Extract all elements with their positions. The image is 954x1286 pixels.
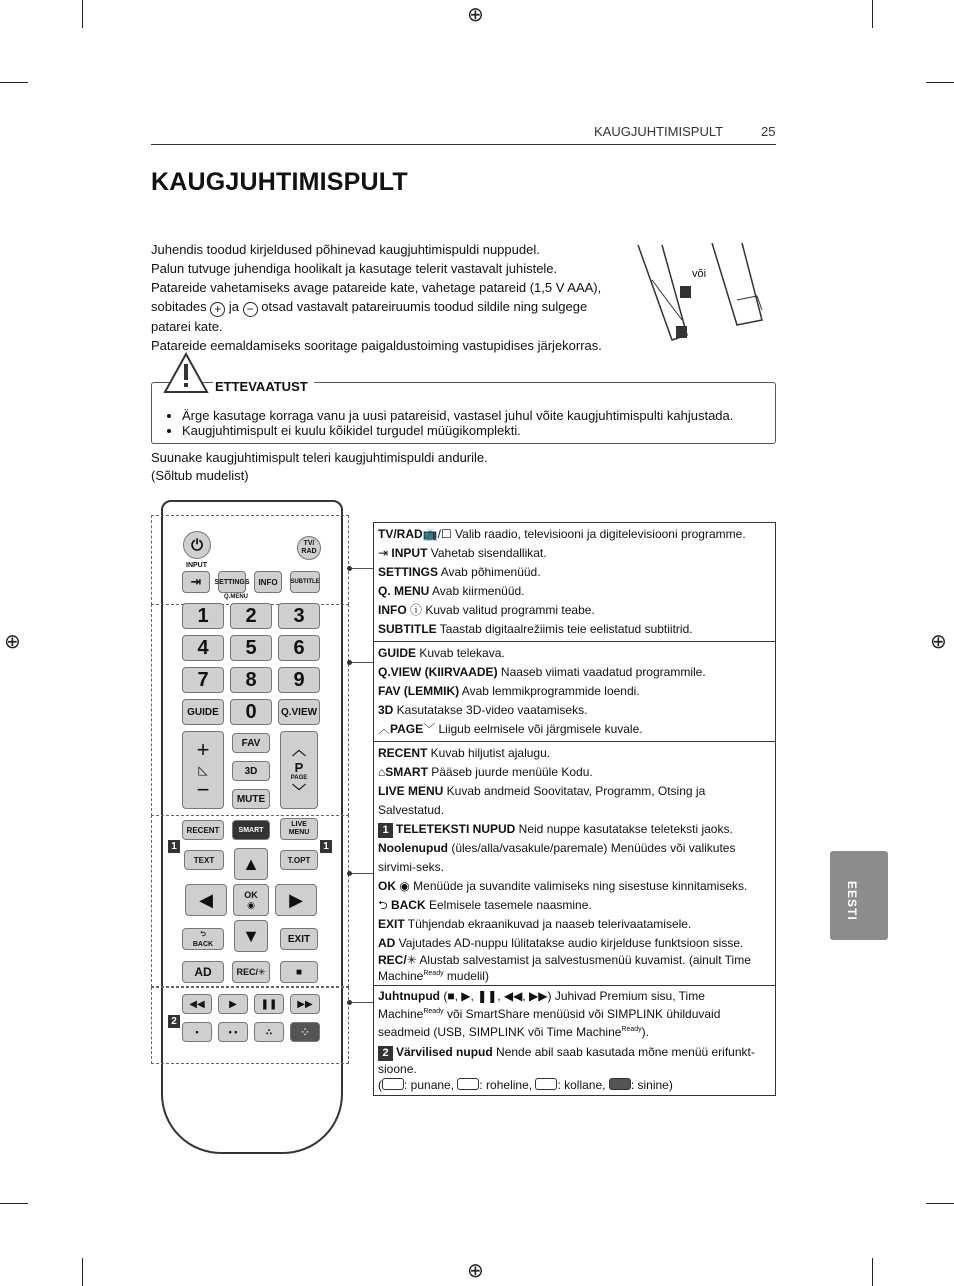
digit-4-button[interactable]: 4 bbox=[182, 635, 224, 661]
table-row bbox=[378, 601, 771, 620]
table-row bbox=[378, 839, 771, 877]
registration-mark-icon: ⊕ bbox=[4, 631, 21, 653]
fav-button[interactable]: FAV bbox=[232, 733, 270, 753]
timeshift-icon: ✳ bbox=[257, 966, 266, 977]
arrow-up-button[interactable]: ▲ bbox=[234, 848, 268, 880]
arrow-right-button[interactable]: ▶ bbox=[275, 884, 317, 916]
row-value: Kuvab valitud programmi teabe. bbox=[422, 603, 595, 617]
table-row bbox=[378, 644, 771, 663]
power-button[interactable]: ⏻ bbox=[183, 531, 211, 559]
row-key: 3D bbox=[378, 703, 394, 717]
leader-dot bbox=[347, 871, 352, 876]
table-row: Juhtnupud (■, ▶, ❚❚, ◀◀, ▶▶) Juhivad Premium sisu, Time Machine$^{Ready}$ või SmartShare menüüsid või SIMPLINK ühilduvaid seadmeid (USB, SIMPLINK või Time Machine$^{Ready}$). bbox=[378, 989, 721, 1039]
row-value: Valib raadio, televisiooni ja digitelevisiooni programme. bbox=[451, 527, 746, 541]
row-key: FAV (LEMMIK) bbox=[378, 684, 460, 698]
row-key: LIVE MENU bbox=[378, 784, 444, 798]
yellow-key-icon bbox=[535, 1078, 557, 1090]
row-value: Vahetab sisendallikat. bbox=[427, 546, 547, 560]
crop-mark bbox=[82, 1258, 83, 1286]
volume-level-icon: ◺ bbox=[198, 763, 208, 777]
table-row bbox=[378, 820, 771, 839]
info-icon: ⓘ bbox=[410, 603, 423, 617]
chevron-up-icon: ︿ bbox=[378, 722, 391, 736]
green-key-icon bbox=[457, 1078, 479, 1090]
volume-rocker[interactable] bbox=[182, 731, 224, 809]
intro-line: Juhendis toodud kirjeldused põhinevad kaugjuhtimispuldi nuppudel. bbox=[151, 242, 540, 257]
rewind-button[interactable]: ◀◀ bbox=[182, 994, 212, 1014]
page-p-label: P bbox=[294, 759, 304, 775]
blue-button[interactable]: ⁘ bbox=[290, 1022, 320, 1042]
ok-button[interactable] bbox=[233, 884, 269, 916]
warning-item: • Kaugjuhtimispult ei kuulu kõikidel turgudel müügikomplekti. bbox=[182, 423, 733, 438]
row-value: Nende abil saab kasutada mõne menüü erifunkt-sioone. bbox=[378, 1045, 755, 1076]
leader-line bbox=[349, 662, 373, 663]
registration-mark-icon: ⊕ bbox=[467, 1260, 484, 1282]
playback-icons: ■, ▶, ❚❚, ◀◀, ▶▶ bbox=[447, 989, 548, 1003]
warning-list bbox=[152, 408, 733, 438]
intro-fragment: ja bbox=[228, 299, 240, 314]
table-row bbox=[378, 563, 771, 582]
digit-7-button[interactable]: 7 bbox=[182, 667, 224, 693]
warning-triangle-icon bbox=[163, 352, 209, 394]
qmenu-label: Q.MENU bbox=[224, 594, 248, 600]
back-icon: ⮌ bbox=[200, 931, 206, 938]
table-row bbox=[378, 896, 771, 915]
ok-icon: ◉ bbox=[399, 879, 410, 893]
input-label: INPUT bbox=[186, 562, 207, 569]
row-value: (üles/alla/vasakule/paremale) Menüüdes või valikutes sirvimi-seks. bbox=[378, 841, 736, 874]
home-icon: ⌂ bbox=[378, 765, 386, 779]
leader-dot bbox=[347, 660, 352, 665]
row-value: : kollane, bbox=[557, 1078, 606, 1092]
text-button[interactable]: TEXT bbox=[184, 850, 224, 870]
leader-line bbox=[349, 873, 373, 874]
color-buttons-badge: 2 bbox=[168, 1015, 180, 1028]
table-row bbox=[378, 877, 771, 896]
table-row bbox=[378, 953, 771, 983]
ready-superscript: Ready bbox=[423, 970, 444, 977]
chevron-down-icon: ﹀ bbox=[292, 782, 306, 799]
row-value: : punane, bbox=[404, 1078, 455, 1092]
row-key: RECENT bbox=[378, 746, 428, 760]
row-key: GUIDE bbox=[378, 646, 417, 660]
leader-dot bbox=[347, 566, 352, 571]
plus-icon: + bbox=[210, 302, 225, 317]
table-section-lower bbox=[374, 741, 775, 985]
row-value: Liigub eelmisele või järgmisele kuvale. bbox=[435, 722, 643, 736]
row-key: PAGE bbox=[390, 722, 424, 736]
running-header: KAUGJUHTIMISPULT bbox=[594, 124, 724, 139]
warning-item: • Ärge kasutage korraga vanu ja uusi patareisid, vastasel juhul võite kaugjuhtimispulti kahjustada. bbox=[182, 408, 733, 423]
table-row bbox=[378, 582, 771, 601]
digit-1-button[interactable]: 1 bbox=[182, 603, 224, 629]
row-key: Juhtnupud bbox=[378, 989, 440, 1003]
note-line: (Sõltub mudelist) bbox=[151, 468, 249, 483]
ready-superscript: Ready bbox=[423, 1008, 444, 1015]
row-key: REC/ bbox=[378, 953, 407, 967]
digit-9-button[interactable]: 9 bbox=[278, 667, 320, 693]
digit-3-button[interactable]: 3 bbox=[278, 603, 320, 629]
row-value: Kuvab telekava. bbox=[416, 646, 505, 660]
row-value: Pääseb juurde menüüle Kodu. bbox=[427, 765, 593, 779]
intro-line: patarei kate. bbox=[151, 319, 223, 334]
row-key: INFO bbox=[378, 603, 407, 617]
row-key: Q. MENU bbox=[378, 584, 430, 598]
table-row bbox=[378, 682, 771, 701]
leader-line bbox=[349, 1002, 373, 1003]
table-row bbox=[378, 915, 771, 934]
3d-button[interactable]: 3D bbox=[232, 761, 270, 781]
registration-mark-icon: ⊕ bbox=[467, 4, 484, 26]
row-key: Q.VIEW (KIIRVAADE) bbox=[378, 665, 498, 679]
row-key: OK bbox=[378, 879, 396, 893]
volume-down-icon: − bbox=[196, 777, 210, 802]
crop-mark bbox=[872, 1258, 873, 1286]
back-button[interactable] bbox=[182, 928, 224, 950]
number-badge: 2 bbox=[378, 1046, 393, 1061]
row-key: Noolenupud bbox=[378, 841, 448, 855]
table-row bbox=[378, 620, 771, 639]
info-button[interactable]: INFO bbox=[254, 571, 282, 593]
header-rule bbox=[151, 144, 776, 145]
intro-line: Patareide vahetamiseks avage patareide kate, vahetage patareid (1,5 V AAA), bbox=[151, 280, 602, 295]
row-key: SETTINGS bbox=[378, 565, 439, 579]
teletext-badge: 1 bbox=[320, 840, 332, 853]
crop-mark bbox=[926, 1203, 954, 1204]
intro-fragment: otsad vastavalt patareiruumis toodud sildile ning sulgege bbox=[261, 299, 588, 314]
crop-mark bbox=[872, 0, 873, 28]
remote-section-1 bbox=[151, 515, 349, 605]
row-value: Alustab salvestamist ja salvestusmenüü kuvamist. (ainult Time Machine bbox=[378, 953, 751, 983]
table-row bbox=[378, 720, 771, 739]
note-text bbox=[151, 449, 488, 485]
input-icon: ⇥ bbox=[378, 546, 389, 560]
chevron-up-icon: ︿ bbox=[292, 741, 306, 758]
digit-6-button[interactable]: 6 bbox=[278, 635, 320, 661]
table-section-middle bbox=[374, 641, 775, 741]
intro-fragment: sobitades bbox=[151, 299, 207, 314]
row-value: Avab põhimenüüd. bbox=[438, 565, 541, 579]
row-key: SUBTITLE bbox=[378, 622, 437, 636]
chevron-down-icon: ﹀ bbox=[423, 722, 436, 736]
teletext-badge: 1 bbox=[168, 840, 180, 853]
ready-superscript: Ready bbox=[621, 1026, 642, 1033]
arrow-left-button[interactable]: ◀ bbox=[185, 884, 227, 916]
red-key-icon bbox=[382, 1078, 404, 1090]
row-value: Avab lemmikprogrammide loendi. bbox=[459, 684, 640, 698]
registration-mark-icon: ⊕ bbox=[930, 631, 947, 653]
intro-line: Palun tutvuge juhendiga hoolikalt ja kasutage telerit vastavalt juhistele. bbox=[151, 261, 558, 276]
row-value: Kuvab hiljutist ajalugu. bbox=[427, 746, 551, 760]
row-key: TV/RAD bbox=[378, 527, 423, 541]
tv-rad-button[interactable]: TV/ RAD bbox=[297, 536, 321, 560]
table-row bbox=[378, 544, 771, 563]
row-value: Eelmisele tasemele naasmine. bbox=[425, 898, 592, 912]
qview-button[interactable]: Q.VIEW bbox=[278, 699, 320, 725]
back-icon: ⮌ bbox=[378, 898, 388, 912]
page-title: KAUGJUHTIMISPULT bbox=[151, 168, 408, 196]
row-value: Naaseb viimati vaadatud programmile. bbox=[497, 665, 706, 679]
tv-radio-icon: 📺/☐ bbox=[422, 527, 452, 541]
row-value: : roheline, bbox=[479, 1078, 533, 1092]
timeshift-icon: ✳ bbox=[406, 953, 417, 967]
row-value: Avab kiirmenüüd. bbox=[429, 584, 525, 598]
play-button[interactable]: ▶ bbox=[218, 994, 248, 1014]
language-tab bbox=[830, 851, 888, 940]
row-value: Tühjendab ekraanikuvad ja naaseb telerivaatamisele. bbox=[404, 917, 692, 931]
table-section-top bbox=[374, 523, 775, 641]
digit-2-button[interactable]: 2 bbox=[230, 603, 272, 629]
table-row bbox=[378, 763, 771, 782]
row-key: AD bbox=[378, 936, 396, 950]
table-row bbox=[378, 934, 771, 953]
row-value: Menüüde ja suvandite valimiseks ning sisestuse kinnitamiseks. bbox=[409, 879, 748, 893]
language-tab-label: EESTI bbox=[845, 881, 859, 921]
blue-key-icon bbox=[609, 1078, 631, 1090]
green-button[interactable]: • • bbox=[218, 1022, 248, 1042]
page-rocker[interactable] bbox=[280, 731, 318, 809]
table-row bbox=[378, 744, 771, 763]
stop-button[interactable]: ■ bbox=[280, 961, 318, 983]
ok-icon: ◉ bbox=[247, 899, 255, 910]
table-row bbox=[378, 1044, 771, 1077]
row-key: SMART bbox=[385, 765, 428, 779]
row-key: Värvilised nupud bbox=[396, 1045, 493, 1059]
row-value: Vajutades AD-nuppu lülitatakse audio kirjelduse funktsioon sisse. bbox=[395, 936, 744, 950]
intro-text bbox=[151, 240, 621, 355]
row-key: BACK bbox=[390, 898, 426, 912]
row-value: ). bbox=[641, 1025, 649, 1039]
intro-line: Patareide eemaldamiseks sooritage paigaldustoiming vastupidises järjekorras. bbox=[151, 338, 602, 353]
fast-forward-button[interactable]: ▶▶ bbox=[290, 994, 320, 1014]
row-value: Neid nuppe kasutatakse teleteksti jaoks. bbox=[515, 822, 733, 836]
live-menu-button[interactable]: LIVE MENU bbox=[280, 818, 318, 840]
table-row: ( : punane, : roheline, : kollane, : sinine) bbox=[378, 1078, 673, 1092]
topt-button[interactable]: T.OPT bbox=[280, 850, 318, 870]
row-value: Taastab digitaalrežiimis teie eelistatud subtiitrid. bbox=[436, 622, 693, 636]
row-value: Kuvab andmeid Soovitatav, Programm, Otsing ja Salvestatud. bbox=[378, 784, 706, 817]
intro-line bbox=[151, 297, 621, 317]
pause-button[interactable]: ❚❚ bbox=[254, 994, 284, 1014]
table-section-bottom bbox=[374, 985, 775, 1095]
row-value: Kasutatakse 3D-video vaatamiseks. bbox=[393, 703, 588, 717]
minus-icon: − bbox=[243, 302, 258, 317]
row-value: : sinine) bbox=[630, 1078, 673, 1092]
battery-or-label: või bbox=[692, 268, 707, 280]
digit-8-button[interactable]: 8 bbox=[230, 667, 272, 693]
table-row bbox=[378, 701, 771, 720]
crop-mark bbox=[0, 82, 28, 83]
exit-button[interactable]: EXIT bbox=[280, 928, 318, 950]
rec-label: REC/ bbox=[236, 967, 258, 977]
warning-title: ETTEVAATUST bbox=[213, 379, 314, 394]
page-label: PAGE bbox=[290, 774, 308, 781]
leader-line bbox=[349, 568, 373, 569]
ad-button[interactable]: AD bbox=[182, 961, 224, 983]
rec-button[interactable] bbox=[232, 961, 270, 983]
row-key: EXIT bbox=[378, 917, 405, 931]
crop-mark bbox=[82, 0, 83, 28]
table-row bbox=[378, 525, 771, 544]
input-button[interactable]: ⇥ bbox=[182, 571, 210, 593]
note-line: Suunake kaugjuhtimispult teleri kaugjuhtimispuldi andurile. bbox=[151, 450, 488, 465]
arrow-down-button[interactable]: ▼ bbox=[234, 920, 268, 952]
crop-mark bbox=[0, 1203, 28, 1204]
leader-dot bbox=[347, 1000, 352, 1005]
mute-button[interactable]: MUTE bbox=[232, 789, 270, 809]
crop-mark bbox=[926, 82, 954, 83]
row-value: või SmartShare menüüsid või SIMPLINK ühilduvaid seadmeid (USB, SIMPLINK või Time Machine bbox=[378, 1007, 721, 1039]
digit-5-button[interactable]: 5 bbox=[230, 635, 272, 661]
yellow-button[interactable]: ∴ bbox=[254, 1022, 284, 1042]
subtitle-button[interactable]: SUBTITLE bbox=[290, 571, 320, 593]
ok-label: OK bbox=[244, 889, 258, 900]
battery-illustration bbox=[632, 240, 777, 345]
red-button[interactable]: • bbox=[182, 1022, 212, 1042]
row-key: INPUT bbox=[391, 546, 428, 560]
smart-button[interactable]: SMART bbox=[232, 820, 270, 840]
guide-button[interactable]: GUIDE bbox=[182, 699, 224, 725]
settings-button[interactable]: SETTINGS bbox=[218, 571, 246, 593]
back-label: BACK bbox=[192, 941, 214, 948]
digit-0-button[interactable]: 0 bbox=[230, 699, 272, 725]
row-value: Juhivad Premium sisu, Time Machine bbox=[378, 989, 705, 1021]
row-key: TELETEKSTI NUPUD bbox=[396, 822, 516, 836]
volume-up-icon: + bbox=[196, 737, 210, 762]
row-value: mudelil) bbox=[443, 969, 489, 983]
page-number: 25 bbox=[761, 124, 776, 139]
recent-button[interactable]: RECENT bbox=[182, 820, 224, 840]
button-description-table bbox=[373, 522, 776, 1096]
table-row bbox=[378, 782, 771, 820]
number-badge: 1 bbox=[378, 823, 393, 838]
table-row bbox=[378, 663, 771, 682]
